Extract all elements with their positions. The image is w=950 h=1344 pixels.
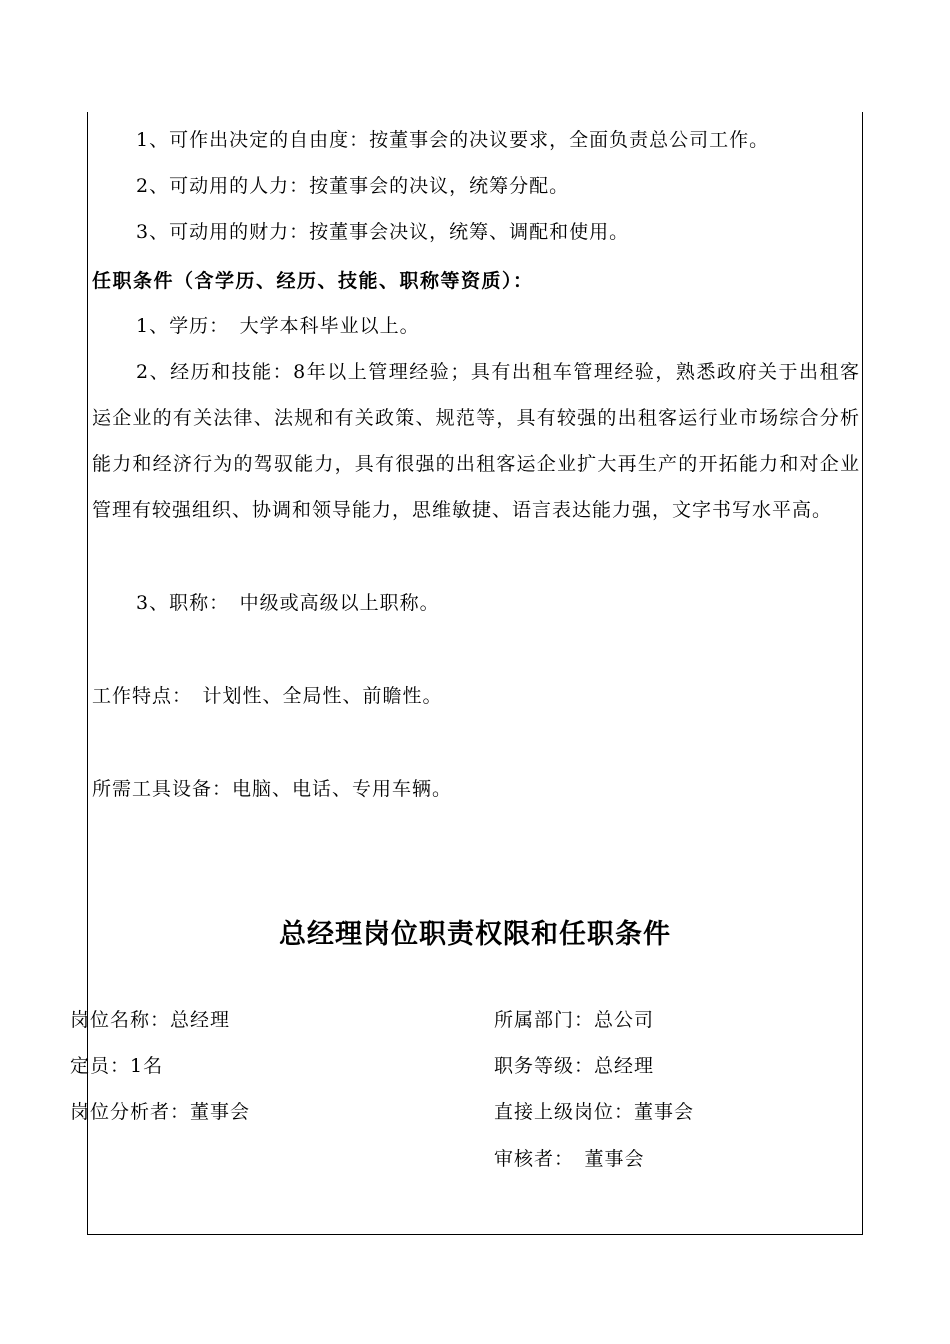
authority-item-2: 2、可动用的人力：按董事会的决议，统筹分配。	[136, 175, 570, 197]
grade: 职务等级：总经理	[494, 1055, 655, 1077]
section-title: 总经理岗位职责权限和任职条件	[279, 919, 671, 950]
post-analyst: 岗位分析者：董事会	[70, 1101, 251, 1123]
authority-item-3: 3、可动用的财力：按董事会决议，统筹、调配和使用。	[136, 221, 630, 243]
qualification-experience-text: 2、经历和技能：8年以上管理经验；具有出租车管理经验，熟悉政府关于出租客运企业的有关法律、法规和有关政策、规范等，具有较强的出租客运行业市场综合分析能力和经济行为的驾驭能力，具有很强的出租客运企业扩大再生产的开拓能力和对企业管理有较强组织、协调和领导能力，思维敏捷、语言表达能力强，文字书写水平高。	[92, 361, 860, 521]
authority-item-1: 1、可作出决定的自由度：按董事会的决议要求，全面负责总公司工作。	[136, 129, 770, 151]
work-features: 工作特点： 计划性、全局性、前瞻性。	[92, 685, 443, 707]
reviewer: 审核者： 董事会	[494, 1148, 645, 1170]
tools-equipment: 所需工具设备：电脑、电话、专用车辆。	[92, 778, 453, 800]
direct-superior: 直接上级岗位：董事会	[494, 1101, 695, 1123]
department: 所属部门：总公司	[494, 1009, 655, 1031]
qualification-experience	[92, 349, 860, 533]
post-name: 岗位名称：总经理	[70, 1009, 231, 1031]
qualifications-heading: 任职条件（含学历、经历、技能、职称等资质）：	[92, 270, 534, 292]
headcount: 定员：1名	[70, 1055, 164, 1077]
qualification-title-rank: 3、职称： 中级或高级以上职称。	[136, 592, 440, 614]
qualification-education: 1、学历： 大学本科毕业以上。	[136, 315, 420, 337]
